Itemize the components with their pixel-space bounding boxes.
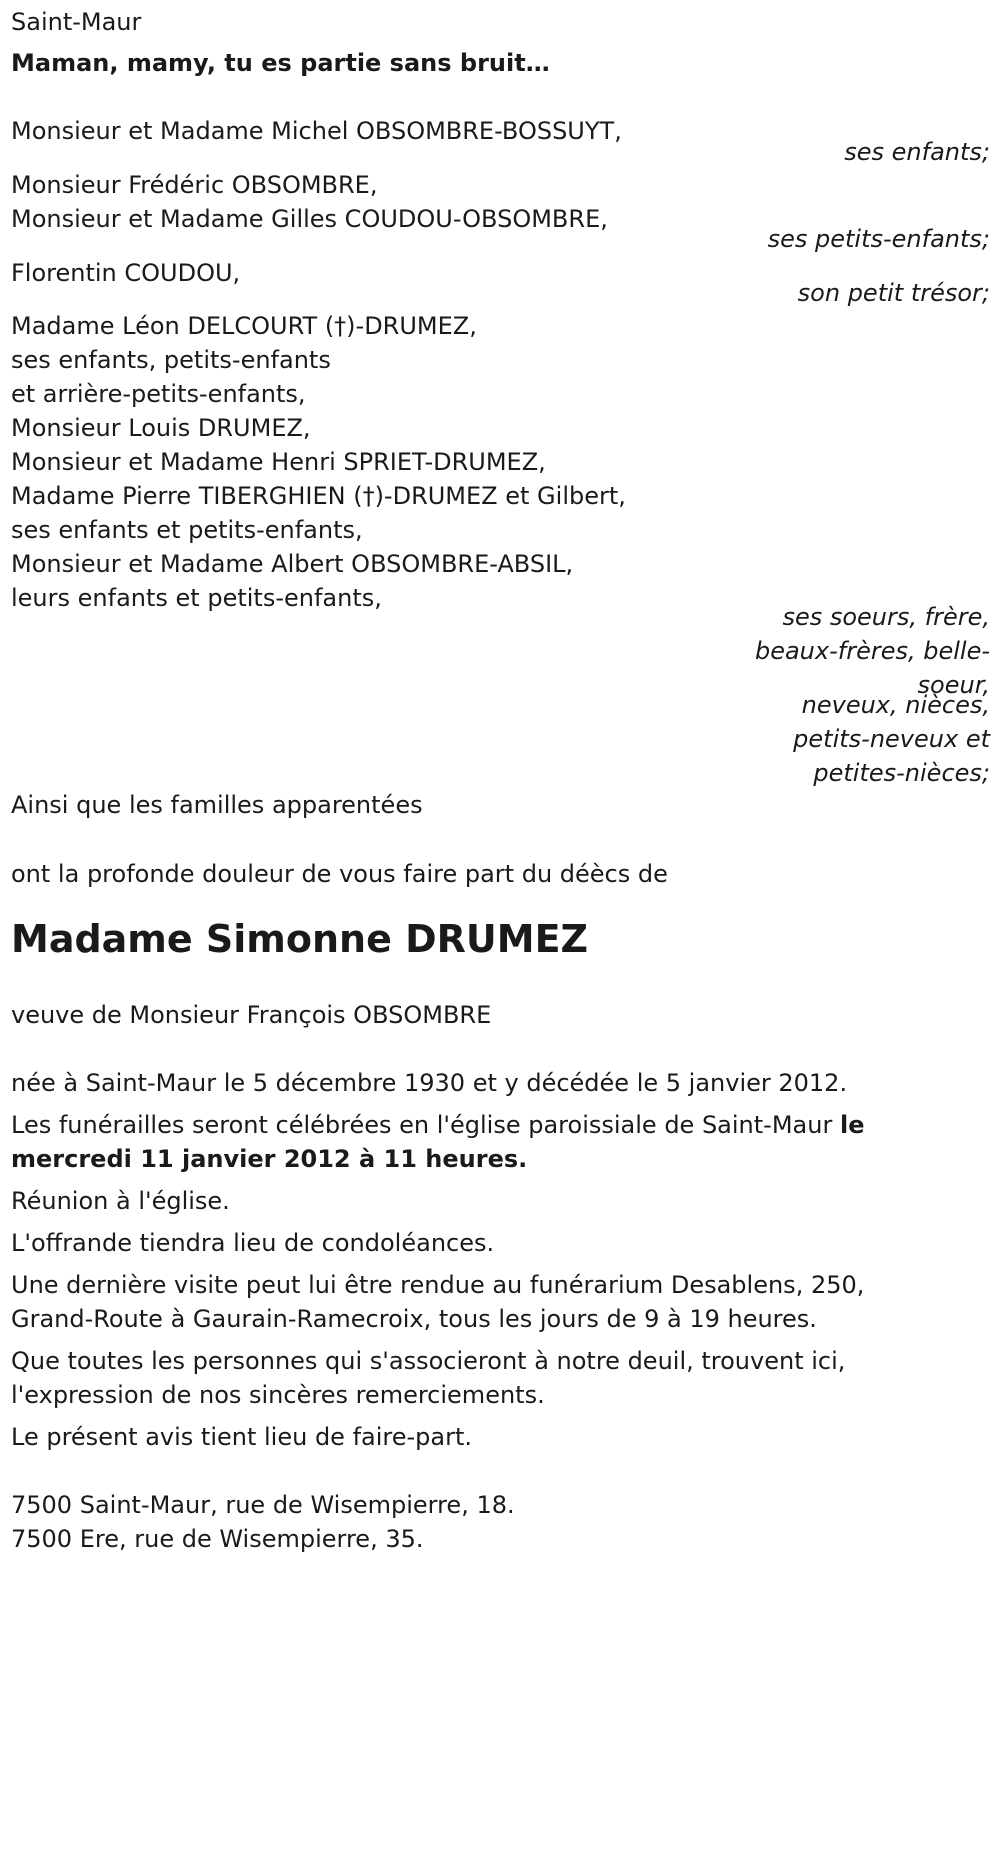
funeral-date-start: le bbox=[839, 1111, 865, 1139]
funeral-text: Les funérailles seront célébrées en l'église paroissiale de Saint-Maur bbox=[11, 1111, 840, 1139]
family-line: ses enfants, petits-enfants bbox=[11, 346, 331, 374]
family-line: Monsieur Louis DRUMEZ, bbox=[11, 414, 311, 442]
family-line: Monsieur Frédéric OBSOMBRE, bbox=[11, 171, 378, 199]
family-role: ses petits-enfants; bbox=[767, 225, 990, 253]
notice: Le présent avis tient lieu de faire-part. bbox=[11, 1423, 473, 1451]
announcement: ont la profonde douleur de vous faire part du déècs de bbox=[11, 860, 668, 888]
location: Saint-Maur bbox=[11, 8, 142, 36]
address: 7500 Ere, rue de Wisempierre, 35. bbox=[11, 1525, 424, 1553]
visit-info: Grand-Route à Gaurain-Ramecroix, tous les jours de 9 à 19 heures. bbox=[11, 1305, 817, 1333]
funeral-info bbox=[11, 1108, 864, 1142]
family-line: Madame Léon DELCOURT (†)-DRUMEZ, bbox=[11, 312, 477, 340]
offering: L'offrande tiendra lieu de condoléances. bbox=[11, 1229, 495, 1257]
family-line: Florentin COUDOU, bbox=[11, 259, 241, 287]
funeral-date: mercredi 11 janvier 2012 à 11 heures. bbox=[11, 1145, 528, 1173]
related-families: Ainsi que les familles apparentées bbox=[11, 791, 423, 819]
meeting: Réunion à l'église. bbox=[11, 1187, 230, 1215]
family-line: Monsieur et Madame Albert OBSOMBRE-ABSIL, bbox=[11, 550, 574, 578]
family-line: Madame Pierre TIBERGHIEN (†)-DRUMEZ et Gilbert, bbox=[11, 482, 626, 510]
family-line: ses enfants et petits-enfants, bbox=[11, 516, 363, 544]
family-line: Monsieur et Madame Henri SPRIET-DRUMEZ, bbox=[11, 448, 546, 476]
widow-of: veuve de Monsieur François OBSOMBRE bbox=[11, 1001, 492, 1029]
thanks: Que toutes les personnes qui s'associeront à notre deuil, trouvent ici, bbox=[11, 1347, 846, 1375]
family-role: soeur, bbox=[917, 671, 990, 699]
family-line: leurs enfants et petits-enfants, bbox=[11, 584, 382, 612]
family-role: ses enfants; bbox=[844, 138, 990, 166]
family-role: beaux-frères, belle- bbox=[754, 637, 990, 665]
deceased-name: Madame Simonne DRUMEZ bbox=[11, 917, 589, 961]
family-role: petites-nièces; bbox=[813, 759, 990, 787]
family-line: et arrière-petits-enfants, bbox=[11, 380, 306, 408]
visit-info: Une dernière visite peut lui être rendue au funérarium Desablens, 250, bbox=[11, 1271, 865, 1299]
family-role: neveux, nièces, bbox=[801, 691, 990, 719]
family-role: son petit trésor; bbox=[797, 279, 990, 307]
birth-death: née à Saint-Maur le 5 décembre 1930 et y décédée le 5 janvier 2012. bbox=[11, 1069, 848, 1097]
headline: Maman, mamy, tu es partie sans bruit… bbox=[11, 49, 550, 77]
family-role: petits-neveux et bbox=[793, 725, 990, 753]
thanks: l'expression de nos sincères remerciements. bbox=[11, 1381, 545, 1409]
family-role: ses soeurs, frère, bbox=[782, 603, 990, 631]
family-line: Monsieur et Madame Michel OBSOMBRE-BOSSUYT, bbox=[11, 117, 622, 145]
family-line: Monsieur et Madame Gilles COUDOU-OBSOMBRE, bbox=[11, 205, 608, 233]
address: 7500 Saint-Maur, rue de Wisempierre, 18. bbox=[11, 1491, 515, 1519]
